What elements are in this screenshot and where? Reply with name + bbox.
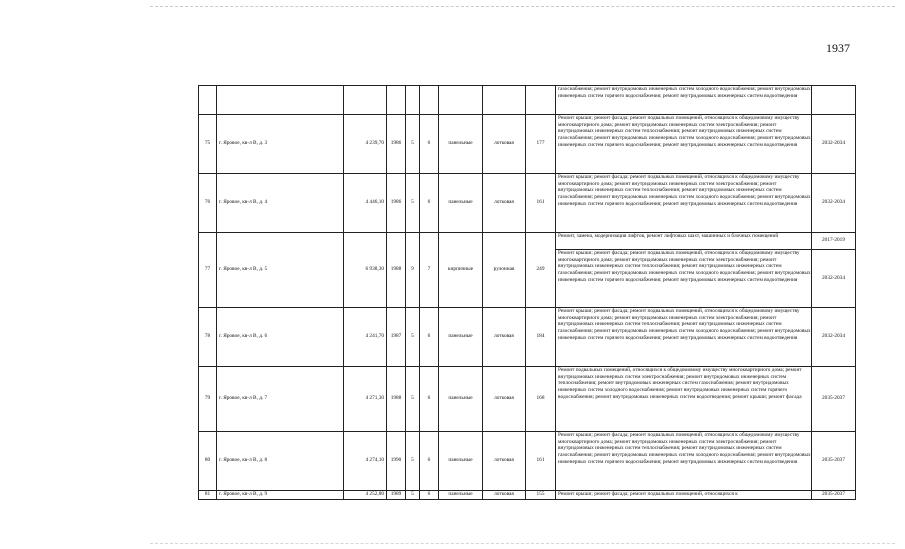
roof-type-cell: лотковая (483, 491, 526, 500)
table-row (199, 367, 856, 432)
table-row (199, 115, 856, 174)
roof-type-cell: лотковая (483, 174, 526, 233)
floors-cell: 5 (406, 432, 420, 491)
entrances-cell: 7 (420, 233, 439, 308)
residents-cell: 161 (526, 432, 556, 491)
address-cell: г. Яровое, кв-л В, д. 4 (217, 174, 344, 233)
period-cell: 2035-2037 (812, 432, 856, 491)
floors-cell: 5 (406, 367, 420, 432)
page-number: 1937 (826, 41, 850, 55)
year-cell: 1986 (387, 174, 406, 233)
work-types-cell: Ремонт крыши; ремонт фасада; ремонт подвальных помещений, относящихся к общедомовому имуществу многоквартирного дома; ремонт внутридомовых инженерных систем электроснабжения; ремонт внутридомовых инженерных систем теплоснабжения; ремонт внутридомовых инженерных систем газоснабжения; ремонт внутридомовых инженерных систем холодного водоснабжения; ремонт внутридомовых инженерных систем горячего водоснабжения; ремонт внутридомовых инженерных систем водоотведения (556, 432, 812, 491)
floors-cell: 9 (406, 233, 420, 308)
entrances-cell (420, 86, 439, 115)
work-types-cell: Ремонт, замена, модернизация лифтов, ремонт лифтовых шахт, машинных и блочных помещений (556, 233, 812, 250)
work-types-cell: газоснабжения; ремонт внутридомовых инженерных систем холодного водоснабжения; ремонт внутридомовых инженерных систем горячего водоснабжения; ремонт внутридомовых инженерных систем водоотведения (556, 86, 812, 115)
address-cell: г. Яровое, кв-л В, д. 3 (217, 115, 344, 174)
area-cell (344, 86, 387, 115)
period-cell: 2032-2034 (812, 174, 856, 233)
row-number: 80 (199, 432, 217, 491)
residents-cell: 249 (526, 233, 556, 308)
row-number: 78 (199, 308, 217, 367)
work-types-cell: Ремонт крыши; ремонт фасада; ремонт подвальных помещений, относящихся к общедомовому имуществу многоквартирного дома; ремонт внутридомовых инженерных систем электроснабжения; ремонт внутридомовых инженерных систем теплоснабжения; ремонт внутридомовых инженерных систем газоснабжения; ремонт внутридомовых инженерных систем холодного водоснабжения; ремонт внутридомовых инженерных систем горячего водоснабжения; ремонт внутридомовых инженерных систем водоотведения (556, 115, 812, 174)
work-types-cell: Ремонт подвальных помещений, относящихся к общедомовому имуществу многоквартирного дома; ремонт внутридомовых инженерных систем электроснабжения; ремонт внутридомовых инженерных систем теплоснабжения; ремонт внутридомовых инженерных систем газоснабжения; ремонт внутридомовых инженерных систем холодного водоснабжения; ремонт внутридомовых инженерных систем горячего водоснабжения; ремонт внутридомовых инженерных систем водоотведения; ремонт крыши; ремонт фасада (556, 367, 812, 432)
roof-type-cell: лотковая (483, 115, 526, 174)
table-row (199, 86, 856, 115)
work-types-cell: Ремонт крыши; ремонт фасада; ремонт подвальных помещений, относящихся к общедомовому имуществу многоквартирного дома; ремонт внутридомовых инженерных систем электроснабжения; ремонт внутридомовых инженерных систем теплоснабжения; ремонт внутридомовых инженерных систем газоснабжения; ремонт внутридомовых инженерных систем холодного водоснабжения; ремонт внутридомовых инженерных систем горячего водоснабжения; ремонт внутридомовых инженерных систем водоотведения (556, 308, 812, 367)
row-number: 77 (199, 233, 217, 308)
wall-material-cell: панельные (439, 432, 483, 491)
table-row (199, 432, 856, 491)
address-cell: г. Яровое, кв-л В, д. 6 (217, 308, 344, 367)
period-cell: 2035-2037 (812, 367, 856, 432)
residents-cell (526, 86, 556, 115)
year-cell: 1990 (387, 432, 406, 491)
row-number (199, 86, 217, 115)
entrances-cell: 6 (420, 432, 439, 491)
table-body (199, 86, 856, 500)
capital-repair-table (198, 85, 856, 500)
year-cell: 1988 (387, 367, 406, 432)
roof-type-cell: лотковая (483, 432, 526, 491)
residents-cell: 177 (526, 115, 556, 174)
work-types-cell: Ремонт крыши; ремонт фасада; ремонт подвальных помещений, относящихся к (556, 491, 812, 500)
table-row (199, 308, 856, 367)
wall-material-cell: панельные (439, 491, 483, 500)
period-cell: 2032-2034 (812, 308, 856, 367)
wall-material-cell: панельные (439, 115, 483, 174)
area-cell: 4 239,70 (344, 115, 387, 174)
address-cell: г. Яровое, кв-л В, д. 5 (217, 233, 344, 308)
period-cell: 2032-2034 (812, 115, 856, 174)
year-cell: 1987 (387, 308, 406, 367)
area-cell: 4 241,70 (344, 308, 387, 367)
residents-cell: 155 (526, 491, 556, 500)
year-cell: 1989 (387, 491, 406, 500)
table-row (199, 233, 856, 250)
residents-cell: 168 (526, 367, 556, 432)
residents-cell: 161 (526, 174, 556, 233)
floors-cell: 5 (406, 491, 420, 500)
period-cell: 2017-2019 (812, 233, 856, 250)
wall-material-cell (439, 86, 483, 115)
address-cell: г. Яровое, кв-л В, д. 9 (217, 491, 344, 500)
row-number: 76 (199, 174, 217, 233)
row-number: 75 (199, 115, 217, 174)
entrances-cell: 6 (420, 367, 439, 432)
residents-cell: 184 (526, 308, 556, 367)
roof-type-cell: рулонная (483, 233, 526, 308)
address-cell: г. Яровое, кв-л В, д. 8 (217, 432, 344, 491)
entrances-cell: 6 (420, 115, 439, 174)
floors-cell: 5 (406, 308, 420, 367)
work-types-cell: Ремонт крыши; ремонт фасада; ремонт подвальных помещений, относящихся к общедомовому имуществу многоквартирного дома; ремонт внутридомовых инженерных систем электроснабжения; ремонт внутридомовых инженерных систем теплоснабжения; ремонт внутридомовых инженерных систем газоснабжения; ремонт внутридомовых инженерных систем холодного водоснабжения; ремонт внутридомовых инженерных систем горячего водоснабжения; ремонт внутридомовых инженерных систем водоотведения (556, 174, 812, 233)
work-types-cell: Ремонт крыши; ремонт фасада; ремонт подвальных помещений, относящихся к общедомовому имуществу многоквартирного дома; ремонт внутридомовых инженерных систем электроснабжения; ремонт внутридомовых инженерных систем теплоснабжения; ремонт внутридомовых инженерных систем газоснабжения; ремонт внутридомовых инженерных систем холодного водоснабжения; ремонт внутридомовых инженерных систем горячего водоснабжения; ремонт внутридомовых инженерных систем водоотведения (556, 250, 812, 308)
period-cell: 2035-2037 (812, 491, 856, 500)
wall-material-cell: панельные (439, 367, 483, 432)
entrances-cell: 6 (420, 491, 439, 500)
area-cell: 4 252,80 (344, 491, 387, 500)
address-cell (217, 86, 344, 115)
year-cell: 1986 (387, 115, 406, 174)
scan-artifact-bottom (150, 543, 895, 544)
period-cell (812, 86, 856, 115)
period-cell: 2032-2034 (812, 250, 856, 308)
area-cell: 6 938,30 (344, 233, 387, 308)
wall-material-cell: панельные (439, 174, 483, 233)
floors-cell: 5 (406, 174, 420, 233)
roof-type-cell: лотковая (483, 367, 526, 432)
row-number: 81 (199, 491, 217, 500)
table-row (199, 491, 856, 500)
row-number: 79 (199, 367, 217, 432)
floors-cell (406, 86, 420, 115)
floors-cell: 5 (406, 115, 420, 174)
scan-artifact-top (150, 6, 895, 11)
entrances-cell: 6 (420, 174, 439, 233)
table-row (199, 174, 856, 233)
roof-type-cell (483, 86, 526, 115)
roof-type-cell: лотковая (483, 308, 526, 367)
area-cell: 4 271,30 (344, 367, 387, 432)
year-cell: 1988 (387, 233, 406, 308)
area-cell: 4 446,10 (344, 174, 387, 233)
area-cell: 4 274,10 (344, 432, 387, 491)
year-cell (387, 86, 406, 115)
address-cell: г. Яровое, кв-л В, д. 7 (217, 367, 344, 432)
entrances-cell: 6 (420, 308, 439, 367)
wall-material-cell: панельные (439, 308, 483, 367)
wall-material-cell: кирпичные (439, 233, 483, 308)
